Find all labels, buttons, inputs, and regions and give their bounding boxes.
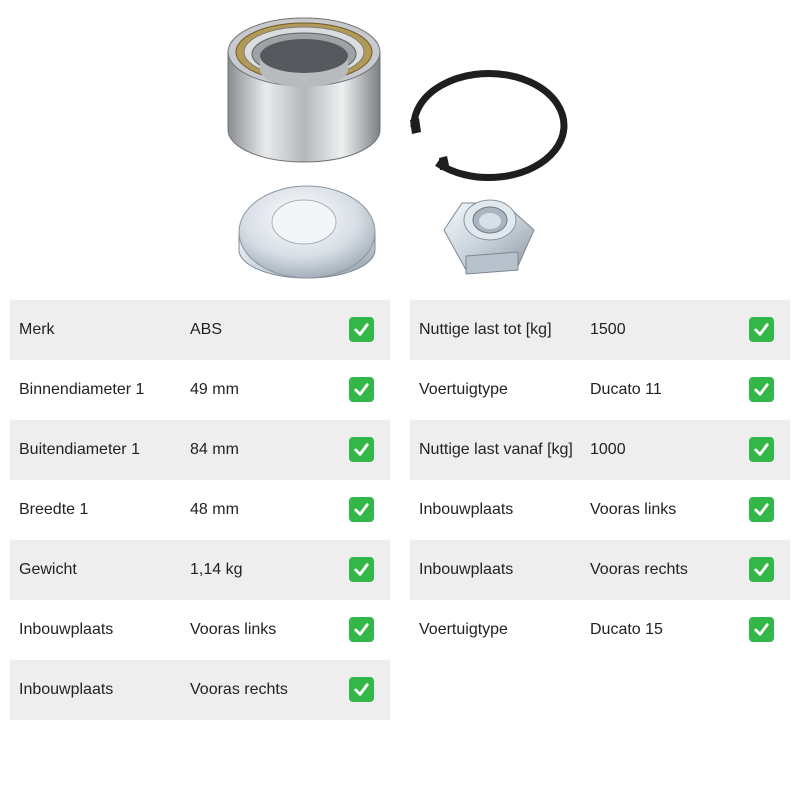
spec-label: Inbouwplaats [19, 621, 114, 638]
check-icon [349, 437, 374, 462]
spec-label: Nuttige last vanaf [kg] [419, 441, 573, 458]
spec-label: Inbouwplaats [419, 501, 514, 518]
check-icon [749, 497, 774, 522]
check-icon [349, 557, 374, 582]
spec-value: Vooras rechts [590, 561, 688, 578]
spec-row [410, 540, 790, 600]
check-icon [749, 437, 774, 462]
spec-row [410, 420, 790, 480]
spec-row [410, 480, 790, 540]
check-icon [749, 377, 774, 402]
specs-table-right [410, 300, 790, 660]
spec-value: Vooras rechts [190, 681, 288, 698]
product-image [200, 0, 600, 295]
check-icon [749, 617, 774, 642]
spec-label: Gewicht [19, 561, 77, 578]
spec-value: 84 mm [190, 441, 239, 458]
spec-label: Nuttige last tot [kg] [419, 321, 552, 338]
wheel-bearing-icon [228, 18, 380, 162]
hub-nut-icon [444, 200, 534, 274]
spec-value: 1500 [590, 321, 626, 338]
spec-label: Buitendiameter 1 [19, 441, 140, 458]
spec-label: Binnendiameter 1 [19, 381, 145, 398]
spec-value: 48 mm [190, 501, 239, 518]
spec-label: Inbouwplaats [419, 561, 514, 578]
check-icon [749, 557, 774, 582]
spec-row [410, 300, 790, 360]
spec-row [410, 600, 790, 660]
spec-row [410, 360, 790, 420]
check-icon [349, 317, 374, 342]
spec-label: Voertuigtype [419, 381, 508, 398]
spec-row [10, 420, 390, 480]
spec-label: Voertuigtype [419, 621, 508, 638]
check-icon [349, 377, 374, 402]
dust-cap-icon [239, 186, 375, 278]
check-icon [749, 317, 774, 342]
spec-row [10, 600, 390, 660]
check-icon [349, 677, 374, 702]
spec-value: 1,14 kg [190, 561, 243, 578]
spec-value: Ducato 15 [590, 621, 663, 638]
spec-value: Vooras links [590, 501, 677, 518]
spec-label: Inbouwplaats [19, 681, 114, 698]
spec-row [10, 480, 390, 540]
spec-row [10, 660, 390, 720]
spec-value: 1000 [590, 441, 626, 458]
check-icon [349, 617, 374, 642]
spec-value: ABS [190, 321, 223, 338]
retaining-ring-icon [410, 74, 564, 178]
spec-row [10, 300, 390, 360]
spec-row [10, 360, 390, 420]
spec-label: Breedte 1 [19, 501, 89, 518]
spec-value: Vooras links [190, 621, 277, 638]
spec-label: Merk [19, 321, 55, 338]
spec-value: Ducato 11 [590, 381, 662, 398]
spec-row [10, 540, 390, 600]
spec-value: 49 mm [190, 381, 239, 398]
specs-table-left [10, 300, 390, 720]
check-icon [349, 497, 374, 522]
